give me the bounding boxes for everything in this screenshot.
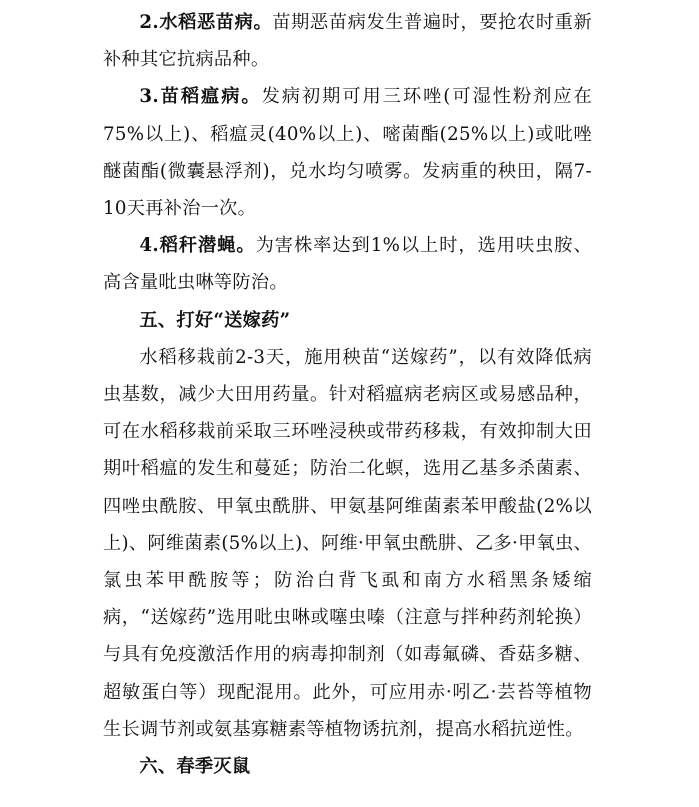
paragraph-lead: 2.水稻恶苗病。 <box>139 12 273 33</box>
paragraph-body: 为害株率达到1%以上时，选用呋虫胺、高含量吡虫啉等防治。 <box>103 235 592 294</box>
paragraph-body: 苗期恶苗病发生普遍时，要抢农时重新补种其它抗病品种。 <box>103 12 592 71</box>
paragraph-seedling-blast <box>103 78 592 227</box>
document-page <box>103 4 592 785</box>
section-heading-6: 六、春季灭鼠 <box>139 756 251 778</box>
paragraph-stem-maggot <box>103 227 592 301</box>
paragraph-body: 发病初期可用三环唑(可湿性粉剂应在75%以上)、稻瘟灵(40%以上)、嘧菌酯(25%以上)或吡唑醚菌酯(微囊悬浮剂)，兑水均匀喷雾。发病重的秧田，隔7-10天再补治一次。 <box>103 86 592 220</box>
paragraph-lead: 3.苗稻瘟病。 <box>139 86 262 108</box>
paragraph-rice-bakanae <box>103 4 592 78</box>
section-5-body: 水稻移栽前2-3天，施用秧苗“送嫁药”，以有效降低病虫基数，减少大田用药量。针对稻瘟病老病区或易感品种，可在水稻移栽前采取三环唑浸秧或带药移栽，有效抑制大田期叶稻瘟的发生和蔓延；防治二化螟，选用乙基多杀菌素、四唑虫酰胺、甲氧虫酰肼、甲氨基阿维菌素苯甲酸盐(2%以上)、阿维菌素(5%以上)、阿维·甲氧虫酰肼、乙多·甲氧虫、氯虫苯甲酰胺等；防治白背飞虱和南方水稻黑条矮缩病，“送嫁药”选用吡虫啉或噻虫嗪（注意与拌种药剂轮换）与具有免疫激活作用的病毒抑制剂（如毒氟磷、香菇多糖、超敏蛋白等）现配混用。此外，可应用赤·吲乙·芸苔等植物生长调节剂或氨基寡糖素等植物诱抗剂，提高水稻抗逆性。 <box>103 346 593 740</box>
paragraph-lead: 4.稻秆潜蝇。 <box>139 235 256 257</box>
section-heading-5: 五、打好“送嫁药” <box>139 309 291 331</box>
